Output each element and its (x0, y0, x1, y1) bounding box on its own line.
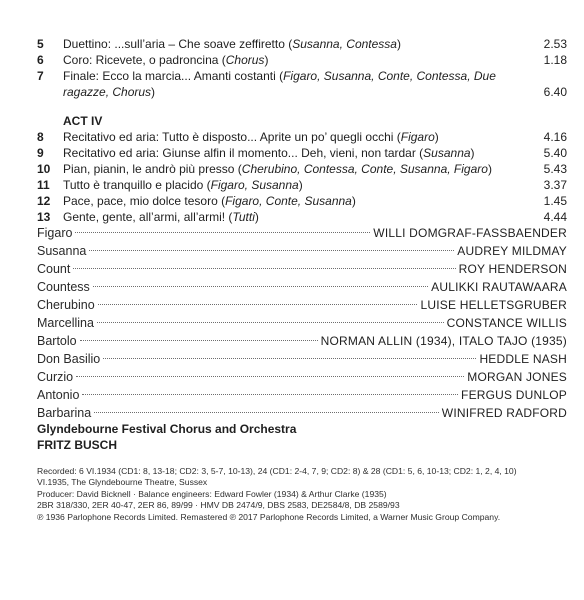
track-title (63, 69, 517, 100)
credit-line: Recorded: 6 VI.1934 (CD1: 8, 13-18; CD2: 3, 5-7, 10-13), 24 (CD1: 2-4, 7, 9; CD2: 8) & 28 (CD1: 5, 6, 10-13; CD2: 1, 2, 4, 10) (37, 466, 517, 476)
track-row (37, 178, 567, 194)
role-name: Bartolo (37, 334, 77, 348)
conductor-name: FRITZ BUSCH (37, 438, 117, 452)
recording-credits (37, 466, 567, 523)
track-title-part: ) (351, 194, 356, 208)
track-title (63, 146, 517, 162)
track-duration: 2.53 (543, 37, 567, 51)
track-list (37, 37, 567, 226)
track-title-part: ) (487, 162, 492, 176)
singer-name-part: LUISE HELLETSGRUBER (420, 298, 567, 312)
singer-name-part: AUDREY MILDMAY (457, 244, 567, 258)
singer-name-part: NORMAN ALLIN (320, 334, 413, 348)
credit-line: VI.1935, The Glyndebourne Theatre, Sussex (37, 477, 208, 488)
track-performers: Chorus (225, 53, 265, 67)
singer-name (479, 350, 567, 368)
cast-list (37, 224, 567, 422)
track-performers: Figaro (400, 130, 435, 144)
track-row (37, 194, 567, 210)
track-number: 8 (37, 130, 44, 144)
role-name: Susanna (37, 244, 87, 258)
track-title-part: Recitativo ed aria: Giunse alfin il momento... Deh, vieni, non tardar ( (63, 146, 424, 160)
track-performers: Figaro, Susanna, Conte, Contessa, Due ragazze, Chorus (63, 69, 496, 99)
track-duration: 6.40 (543, 84, 567, 99)
singer-name (373, 224, 567, 242)
dotted-leader (89, 250, 454, 251)
track-row (37, 37, 567, 53)
track-performers: Susanna (423, 146, 471, 160)
track-duration: 1.18 (543, 53, 567, 67)
cast-row (37, 332, 567, 350)
dotted-leader (93, 286, 428, 287)
singer-name-part: AULIKKI RAUTAWAARA (431, 280, 567, 294)
singer-name (467, 368, 567, 386)
track-number: 9 (37, 146, 44, 160)
credit-line: 2BR 318/330, 2ER 40-47, 2ER 86, 89/99 · HMV DB 2474/9, DBS 2583, DE2584/8, DB 2589/93 (37, 500, 400, 511)
dotted-leader (82, 394, 458, 395)
track-row (37, 53, 567, 69)
track-title (63, 162, 517, 178)
track-title (63, 178, 517, 194)
cast-row (37, 386, 567, 404)
singer-name-part: MORGAN JONES (467, 370, 567, 384)
track-group-act-iii (37, 37, 567, 100)
track-row (37, 69, 567, 100)
role-name: Antonio (37, 388, 80, 402)
track-performers: Susanna, Contessa (292, 37, 397, 51)
role-name: Marcellina (37, 316, 94, 330)
singer-name-part: ITALO TAJO (458, 334, 528, 348)
dotted-leader (94, 412, 439, 413)
track-duration: 1.45 (543, 194, 567, 208)
track-performers: Figaro, Conte, Susanna (225, 194, 352, 208)
track-row (37, 162, 567, 178)
track-duration: 4.16 (543, 130, 567, 144)
track-title-part: ) (151, 84, 156, 99)
dotted-leader (80, 340, 318, 341)
cast-row (37, 314, 567, 332)
credit-line: ℗ 1936 Parlophone Records Limited. Remastered ℗ 2017 Parlophone Records Limited, a Warner Music Group Company. (37, 511, 501, 522)
track-number: 10 (37, 162, 51, 176)
dotted-leader (76, 376, 464, 377)
singer-name (321, 332, 567, 350)
role-name: Cherubino (37, 298, 95, 312)
track-title-part: Recitativo ed aria: Tutto è disposto... Aprite un po’ quegli occhi ( (63, 130, 401, 144)
singer-name-part: WINIFRED RADFORD (441, 406, 567, 420)
track-performers: Tutti (232, 210, 255, 224)
track-title-part: Pace, pace, mio dolce tesoro ( (63, 194, 226, 208)
singer-name-part: WILLI DOMGRAF-FASSBAENDER (373, 226, 567, 240)
dotted-leader (97, 322, 444, 323)
dotted-leader (103, 358, 476, 359)
cast-row (37, 368, 567, 386)
cast-row (37, 242, 567, 260)
role-name: Don Basilio (37, 352, 101, 366)
dotted-leader (75, 232, 370, 233)
track-title-part: ) (264, 53, 269, 67)
track-title-part: Coro: Ricevete, o padroncina ( (63, 53, 226, 67)
track-duration: 5.40 (543, 146, 567, 160)
track-title-part: ) (470, 146, 475, 160)
dotted-leader (98, 304, 418, 305)
credit-line: Producer: David Bicknell · Balance engineers: Edward Fowler (1934) & Arthur Clarke (1935) (37, 488, 387, 499)
role-name: Figaro (37, 226, 73, 240)
cast-row (37, 350, 567, 368)
track-duration: 3.37 (543, 178, 567, 192)
track-number: 13 (37, 210, 51, 224)
track-performers: Figaro, Susanna (210, 178, 299, 192)
track-title (63, 37, 517, 53)
track-title-part: ) (434, 130, 439, 144)
singer-name (457, 242, 567, 260)
role-name: Countess (37, 280, 90, 294)
track-title (63, 194, 517, 210)
track-title (63, 53, 517, 69)
performers (37, 421, 296, 453)
singer-name-part: (1934), (412, 334, 459, 348)
dotted-leader (73, 268, 455, 269)
track-group-act-iv (37, 130, 567, 226)
track-row (37, 146, 567, 162)
singer-name-part: FERGUS DUNLOP (461, 388, 567, 402)
track-title-part: Tutto è tranquillo e placido ( (63, 178, 211, 192)
track-number: 6 (37, 53, 44, 67)
cast-row (37, 224, 567, 242)
cast-row (37, 278, 567, 296)
role-name: Barbarina (37, 406, 92, 420)
singer-name-part: HEDDLE NASH (479, 352, 567, 366)
track-title (63, 130, 517, 146)
cast-row (37, 296, 567, 314)
ensemble-name: Glyndebourne Festival Chorus and Orchestra (37, 422, 297, 436)
singer-name (431, 278, 567, 296)
singer-name-part: CONSTANCE WILLIS (446, 316, 567, 330)
act-heading: ACT IV (63, 114, 103, 128)
track-title-part: Duettino: ...sull’aria – Che soave zeffiretto ( (63, 37, 293, 51)
track-title-part: Finale: Ecco la marcia... Amanti costanti ( (63, 69, 284, 83)
track-title-part: ) (298, 178, 303, 192)
cast-row (37, 260, 567, 278)
cast-row (37, 404, 567, 422)
track-number: 11 (37, 178, 50, 192)
track-duration: 4.44 (543, 210, 567, 224)
track-number: 5 (37, 37, 44, 51)
track-title-part: ) (254, 210, 259, 224)
track-duration: 5.43 (543, 162, 567, 176)
track-title-part: Gente, gente, all’armi, all’armi! ( (63, 210, 233, 224)
singer-name (461, 386, 567, 404)
singer-name-part: (1935) (527, 334, 567, 348)
singer-name (442, 404, 567, 422)
role-name: Count (37, 262, 71, 276)
singer-name (447, 314, 567, 332)
singer-name-part: ROY HENDERSON (458, 262, 567, 276)
track-number: 12 (37, 194, 51, 208)
role-name: Curzio (37, 370, 74, 384)
track-number: 7 (37, 69, 44, 83)
track-performers: Cherubino, Contessa, Conte, Susanna, Figaro (241, 162, 488, 176)
track-title-part: ) (396, 37, 401, 51)
singer-name (459, 260, 567, 278)
track-row (37, 130, 567, 146)
track-title-part: Pian, pianin, le andrò più presso ( (63, 162, 242, 176)
singer-name (420, 296, 567, 314)
